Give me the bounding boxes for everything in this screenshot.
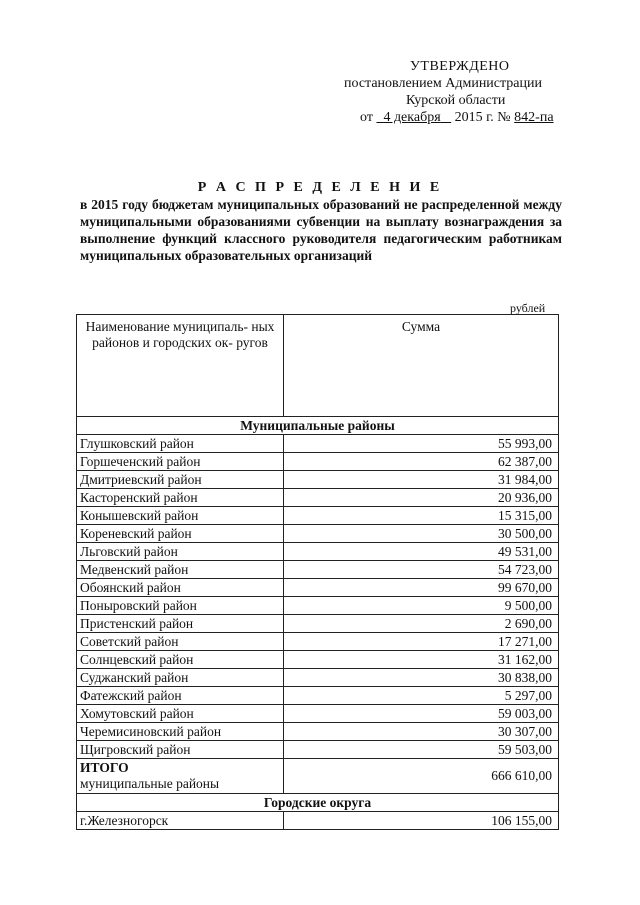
row-sum: 30 307,00 [284, 723, 559, 741]
row-name: Дмитриевский район [77, 471, 284, 489]
row-name: Пристенский район [77, 615, 284, 633]
table-row [77, 489, 559, 507]
row-sum: 9 500,00 [284, 597, 559, 615]
total-sum: 666 610,00 [284, 759, 559, 794]
table-row [77, 615, 559, 633]
row-sum: 2 690,00 [284, 615, 559, 633]
table-row [77, 669, 559, 687]
table-row [77, 471, 559, 489]
table-row [77, 723, 559, 741]
table-row [77, 435, 559, 453]
approval-title: УТВЕРЖДЕНО [410, 59, 510, 74]
row-name: Солнцевский район [77, 651, 284, 669]
units-label: рублей [510, 301, 546, 315]
row-name: Льговский район [77, 543, 284, 561]
table-row [77, 687, 559, 705]
approval-line-3 [340, 109, 590, 126]
table-row [77, 507, 559, 525]
row-sum: 5 297,00 [284, 687, 559, 705]
approval-line-2: Курской области [406, 93, 506, 108]
row-sum: 55 993,00 [284, 435, 559, 453]
row-sum: 15 315,00 [284, 507, 559, 525]
table-row [77, 705, 559, 723]
row-name: Суджанский район [77, 669, 284, 687]
table-row [77, 525, 559, 543]
table-row [77, 561, 559, 579]
table-row [77, 633, 559, 651]
section-cities-row [77, 794, 559, 812]
row-sum: 30 838,00 [284, 669, 559, 687]
table-row [77, 651, 559, 669]
row-name: Черемисиновский район [77, 723, 284, 741]
row-sum: 59 503,00 [284, 741, 559, 759]
header-name: Наименование муниципаль- ных районов и городских ок- ругов [77, 315, 284, 417]
row-name: Глушковский район [77, 435, 284, 453]
table-row [77, 741, 559, 759]
approval-date-text: 4 декабря [383, 110, 441, 125]
row-sum: 59 003,00 [284, 705, 559, 723]
row-sum: 30 500,00 [284, 525, 559, 543]
document-subtitle: в 2015 году бюджетам муниципальных образований не распределенной между муниципальными образованиями субвенции на выплату вознаграждения за выполнение функций классного руководителя педагогическим работникам муниципальных образовательных организаций [80, 197, 562, 263]
row-name: Медвенский район [77, 561, 284, 579]
row-sum: 31 162,00 [284, 651, 559, 669]
approval-date [376, 110, 451, 125]
row-name: Обоянский район [77, 579, 284, 597]
section-cities: Городские округа [77, 794, 559, 812]
table-header-row [77, 315, 559, 417]
total-label [77, 759, 284, 794]
table-row [77, 579, 559, 597]
row-sum: 17 271,00 [284, 633, 559, 651]
header-sum: Сумма [284, 315, 559, 417]
approval-number: 842-па [514, 110, 554, 125]
row-sum: 49 531,00 [284, 543, 559, 561]
row-name: Касторенский район [77, 489, 284, 507]
row-sum: 20 936,00 [284, 489, 559, 507]
row-name: Фатежский район [77, 687, 284, 705]
table-row [77, 597, 559, 615]
approval-stamp [340, 58, 590, 126]
approval-year: 2015 г. № [454, 110, 511, 125]
table-row [77, 453, 559, 471]
section-districts: Муниципальные районы [77, 417, 559, 435]
total-row [77, 759, 559, 794]
total-label-rest: муниципальные районы [80, 776, 220, 791]
row-sum: 54 723,00 [284, 561, 559, 579]
row-name: Конышевский район [77, 507, 284, 525]
distribution-table [76, 314, 559, 830]
row-sum: 99 670,00 [284, 579, 559, 597]
row-name: Советский район [77, 633, 284, 651]
row-sum: 62 387,00 [284, 453, 559, 471]
row-sum: 106 155,00 [284, 812, 559, 830]
total-label-bold: ИТОГО [80, 760, 129, 775]
row-name: Горшеченский район [77, 453, 284, 471]
row-name: Поныровский район [77, 597, 284, 615]
approval-line-1: постановлением Администрации [344, 76, 542, 91]
table-row [77, 543, 559, 561]
approval-date-prefix: от [360, 110, 373, 125]
table-row [77, 812, 559, 830]
row-sum: 31 984,00 [284, 471, 559, 489]
document-title: Р А С П Р Е Д Е Л Е Н И Е [197, 180, 443, 195]
section-districts-row [77, 417, 559, 435]
row-name: Щигровский район [77, 741, 284, 759]
row-name: Хомутовский район [77, 705, 284, 723]
row-name: г.Железногорск [77, 812, 284, 830]
row-name: Кореневский район [77, 525, 284, 543]
